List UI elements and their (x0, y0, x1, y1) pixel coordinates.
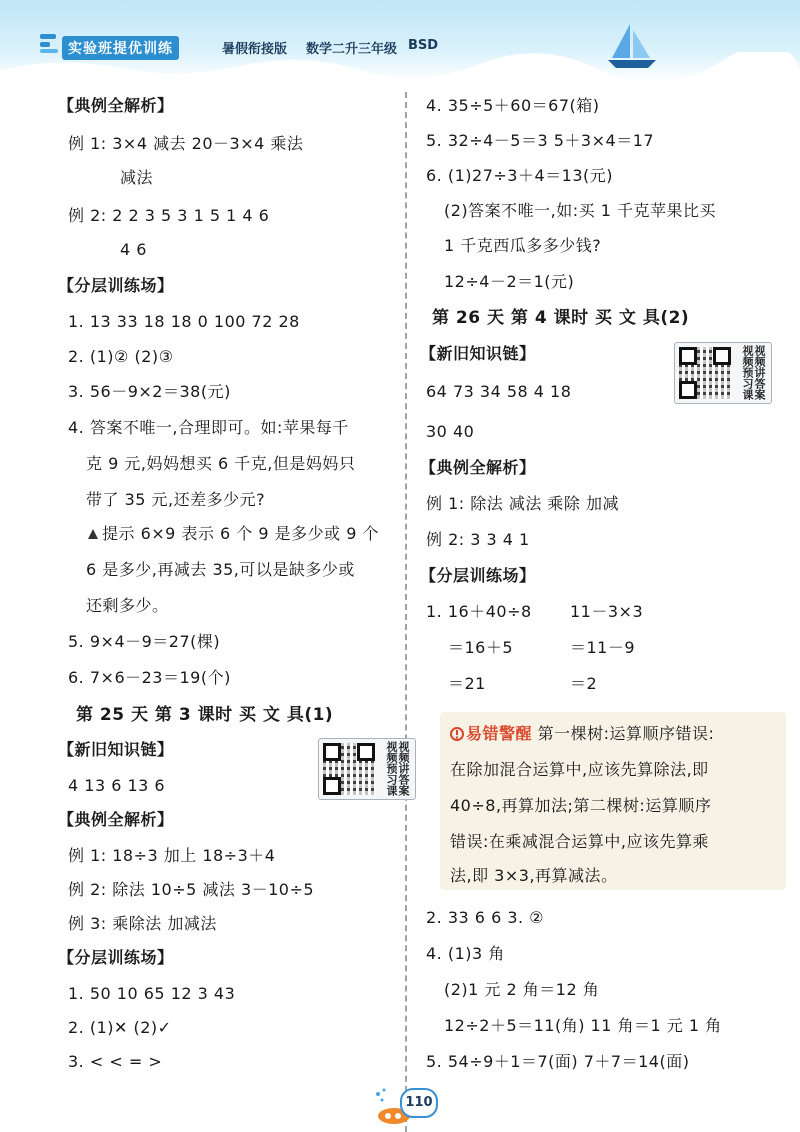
warning-label: 易错警醒 (466, 724, 533, 743)
warning-line (450, 724, 714, 744)
example-line: 例 2: 3 3 4 1 (426, 530, 530, 549)
section-heading: 【新旧知识链】 (58, 740, 174, 759)
lesson-title: 第 25 天 第 3 课时 买 文 具(1) (76, 705, 334, 725)
page-number: 110 (400, 1088, 438, 1118)
answer-line: 1. 13 33 18 18 0 100 72 28 (68, 312, 300, 331)
answer-line: 64 73 34 58 4 18 (426, 382, 572, 401)
section-heading: 【分层训练场】 (58, 948, 174, 967)
answer-line: 4 13 6 13 6 (68, 776, 166, 795)
qr-code[interactable] (318, 738, 416, 800)
answer-line: 12÷2＋5＝11(角) 11 角＝1 元 1 角 (444, 1016, 722, 1035)
answer-line: 2. (1)✕ (2)✓ (68, 1018, 172, 1037)
brand-logo-icon (40, 32, 60, 54)
answer-line: 克 9 元,妈妈想买 6 千克,但是妈妈只 (86, 454, 356, 473)
section-heading: 【分层训练场】 (58, 276, 174, 295)
answer-line: 带了 35 元,还差多少元? (86, 490, 266, 509)
answer-line: 3. < < = > (68, 1052, 163, 1071)
qr-code[interactable] (674, 342, 772, 404)
warning-line: 在除加混合运算中,应该先算除法,即 (450, 760, 709, 779)
section-heading: 【典例全解析】 (58, 96, 174, 115)
answer-line: 30 40 (426, 422, 475, 441)
example-line: 例 1: 18÷3 加上 18÷3＋4 (68, 846, 276, 865)
subject-label: 数学二升三年级 (306, 42, 398, 57)
qr-caption: 视频讲答案 视频预习课 (385, 741, 410, 796)
sailboat-icon (604, 20, 660, 72)
warning-line: 错误:在乘减混合运算中,应该先算乘 (450, 832, 709, 851)
column-divider (405, 92, 407, 1132)
example-line: 例 2: 2 2 3 5 3 1 5 1 4 6 (68, 206, 270, 225)
example-line: 例 2: 除法 10÷5 减法 3－10÷5 (68, 880, 315, 899)
answer-line: 12÷4－2＝1(元) (444, 272, 575, 291)
answer-line: 4. 答案不唯一,合理即可。如:苹果每千 (68, 418, 349, 437)
answer-line: 5. 9×4－9＝27(棵) (68, 632, 221, 651)
answer-line: 6. (1)27÷3＋4＝13(元) (426, 166, 613, 185)
calc-step: ＝21 (448, 674, 486, 693)
hint-icon (86, 527, 100, 541)
calc-step: 1. 16＋40÷8 (426, 602, 532, 621)
answer-line: 1. 50 10 65 12 3 43 (68, 984, 236, 1003)
brand-title: 实验班提优训练 (62, 36, 179, 60)
hint-line: 还剩多少。 (86, 596, 169, 615)
hint-line (86, 524, 379, 544)
hint-text: 提示 6×9 表示 6 个 9 是多少或 9 个 (102, 524, 379, 543)
hint-line: 6 是多少,再减去 35,可以是缺多少或 (86, 560, 355, 579)
calc-step: ＝2 (570, 674, 598, 693)
answer-line: 4. 35÷5＋60＝67(箱) (426, 96, 600, 115)
warning-line: 40÷8,再算加法;第二棵树:运算顺序 (450, 796, 712, 815)
example-line: 减法 (120, 168, 154, 187)
calc-step: ＝16＋5 (448, 638, 514, 657)
section-heading: 【典例全解析】 (420, 458, 536, 477)
answer-line: 4. (1)3 角 (426, 944, 505, 963)
example-line: 例 3: 乘除法 加减法 (68, 914, 217, 933)
example-line: 4 6 (120, 240, 147, 259)
answer-line: 5. 54÷9＋1＝7(面) 7＋7＝14(面) (426, 1052, 690, 1071)
answer-line: 2. 33 6 6 3. ② (426, 908, 545, 927)
section-heading: 【新旧知识链】 (420, 344, 536, 363)
answer-line: 3. 56－9×2＝38(元) (68, 382, 231, 401)
answer-line: 5. 32÷4－5＝3 5＋3×4＝17 (426, 131, 655, 150)
calc-step: ＝11－9 (570, 638, 636, 657)
example-line: 例 1: 除法 减法 乘除 加减 (426, 494, 620, 513)
version-label: BSD (408, 38, 439, 53)
answer-line: 1 千克西瓜多多少钱? (444, 236, 602, 255)
lesson-title: 第 26 天 第 4 课时 买 文 具(2) (432, 308, 690, 328)
warning-icon (450, 727, 464, 741)
section-heading: 【典例全解析】 (58, 810, 174, 829)
qr-caption: 视频讲答案 视频预习课 (741, 345, 766, 400)
warning-text: 第一棵树:运算顺序错误: (532, 724, 715, 743)
page-header (0, 0, 800, 82)
answer-line: (2)答案不唯一,如:买 1 千克苹果比买 (444, 201, 716, 220)
edition-label: 暑假衔接版 (222, 42, 288, 57)
calc-step: 11－3×3 (570, 602, 644, 621)
section-heading: 【分层训练场】 (420, 566, 536, 585)
answer-line: (2)1 元 2 角＝12 角 (444, 980, 600, 999)
warning-line: 法,即 3×3,再算减法。 (450, 866, 618, 885)
answer-line: 6. 7×6－23＝19(个) (68, 668, 231, 687)
answer-line: 2. (1)② (2)③ (68, 347, 174, 366)
example-line: 例 1: 3×4 减去 20－3×4 乘法 (68, 134, 304, 153)
